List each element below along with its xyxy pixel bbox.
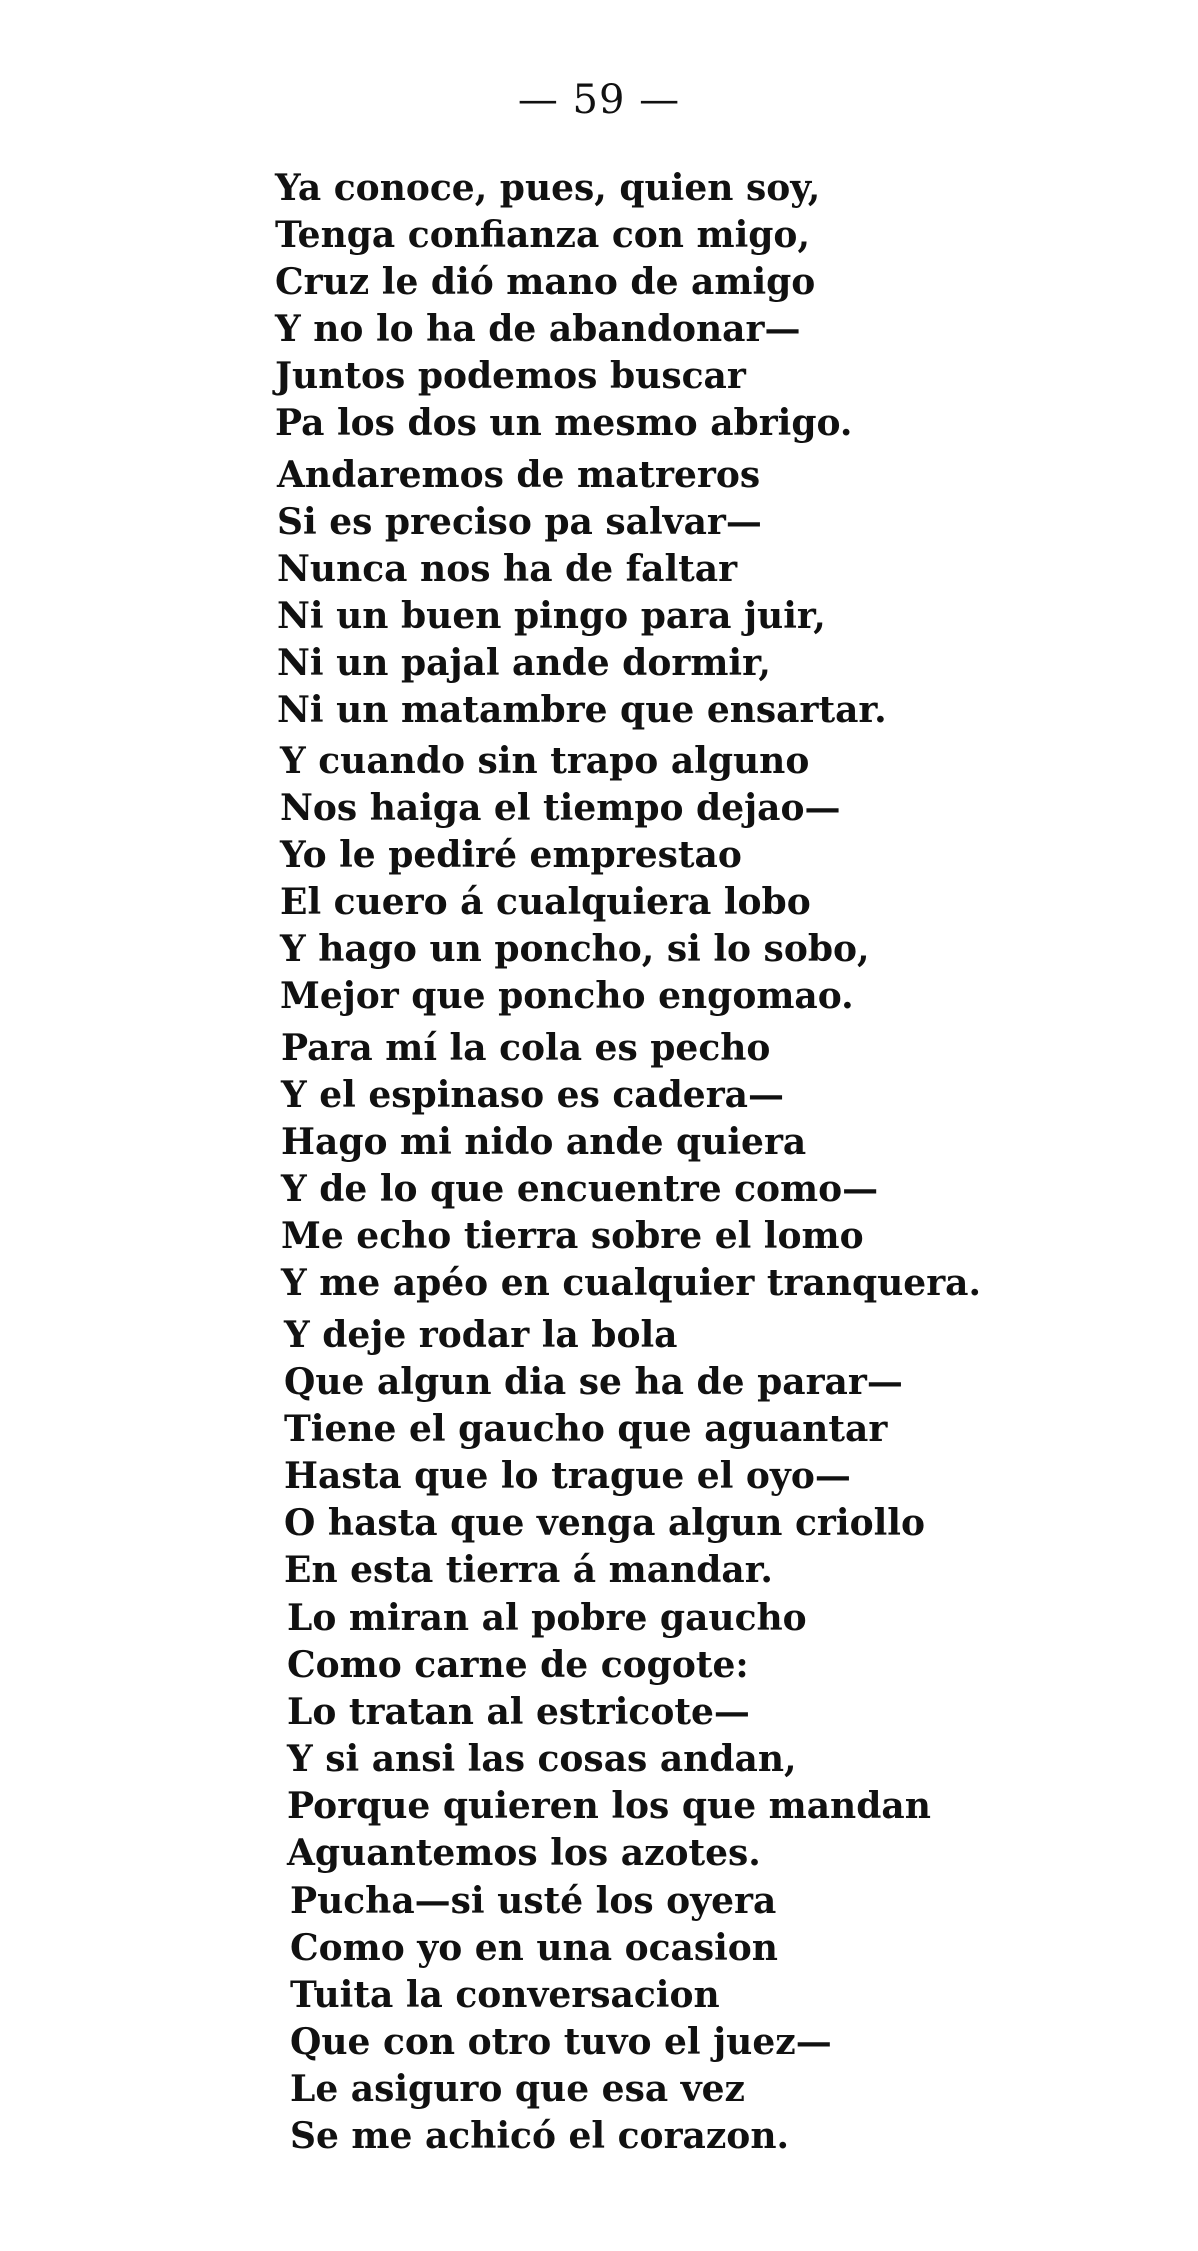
verse-line: Y cuando sin trapo alguno bbox=[280, 740, 810, 782]
verse-line: Y no lo ha de abandonar— bbox=[275, 308, 801, 350]
verse-line: Pucha—si usté los oyera bbox=[290, 1880, 777, 1922]
verse-line: Andaremos de matreros bbox=[277, 454, 761, 496]
verse-line: Ni un pajal ande dormir, bbox=[277, 642, 771, 684]
verse-line: Como yo en una ocasion bbox=[290, 1927, 778, 1969]
verse-line: Ni un buen pingo para juir, bbox=[277, 595, 826, 637]
verse-line: Se me achicó el corazon. bbox=[290, 2115, 790, 2157]
verse-line: Mejor que poncho engomao. bbox=[280, 975, 854, 1017]
verse-line: En esta tierra á mandar. bbox=[284, 1549, 773, 1591]
verse-line: Ni un matambre que ensartar. bbox=[277, 689, 887, 731]
verse-line: Y deje rodar la bola bbox=[284, 1314, 678, 1356]
verse-line: Si es preciso pa salvar— bbox=[277, 501, 762, 543]
verse-line: Que algun dia se ha de parar— bbox=[284, 1361, 903, 1403]
verse-line: Que con otro tuvo el juez— bbox=[290, 2021, 832, 2063]
verse-line: Juntos podemos buscar bbox=[275, 355, 746, 397]
stanza-7 bbox=[290, 1878, 832, 2160]
verse-line: Y si ansi las cosas andan, bbox=[287, 1738, 797, 1780]
verse-line: Tiene el gaucho que aguantar bbox=[284, 1408, 888, 1450]
verse-line: Y el espinaso es cadera— bbox=[281, 1074, 784, 1116]
stanza-5 bbox=[284, 1312, 925, 1594]
verse-line: Tuita la conversacion bbox=[290, 1974, 720, 2016]
verse-line: Nunca nos ha de faltar bbox=[277, 548, 738, 590]
verse-line: Como carne de cogote: bbox=[287, 1644, 749, 1686]
verse-line: Aguantemos los azotes. bbox=[287, 1832, 761, 1874]
verse-line: Y de lo que encuentre como— bbox=[281, 1168, 879, 1210]
verse-line: Y me apéo en cualquier tranquera. bbox=[281, 1262, 982, 1304]
stanza-4 bbox=[281, 1025, 981, 1307]
page-number: — 59 — bbox=[517, 77, 681, 123]
verse-line: Hago mi nido ande quiera bbox=[281, 1121, 807, 1163]
stanza-2 bbox=[277, 452, 887, 734]
verse-line: Y hago un poncho, si lo sobo, bbox=[280, 928, 870, 970]
verse-line: Pa los dos un mesmo abrigo. bbox=[275, 402, 853, 444]
verse-line: Porque quieren los que mandan bbox=[287, 1785, 931, 1827]
verse-line: Para mí la cola es pecho bbox=[281, 1027, 771, 1069]
stanza-6 bbox=[287, 1595, 931, 1877]
verse-line: Hasta que lo trague el oyo— bbox=[284, 1455, 851, 1497]
verse-line: Lo miran al pobre gaucho bbox=[287, 1597, 807, 1639]
stanza-1 bbox=[275, 165, 852, 447]
verse-line: Me echo tierra sobre el lomo bbox=[281, 1215, 864, 1257]
verse-line: Lo tratan al estricote— bbox=[287, 1691, 750, 1733]
verse-line: Yo le pediré emprestao bbox=[280, 834, 742, 876]
verse-line: O hasta que venga algun criollo bbox=[284, 1502, 925, 1544]
verse-line: El cuero á cualquiera lobo bbox=[280, 881, 811, 923]
verse-line: Le asiguro que esa vez bbox=[290, 2068, 745, 2110]
stanza-3 bbox=[280, 738, 870, 1020]
verse-line: Nos haiga el tiempo dejao— bbox=[280, 787, 841, 829]
verse-line: Ya conoce, pues, quien soy, bbox=[275, 167, 821, 209]
verse-line: Cruz le dió mano de amigo bbox=[275, 261, 816, 303]
verse-line: Tenga confianza con migo, bbox=[275, 214, 810, 256]
